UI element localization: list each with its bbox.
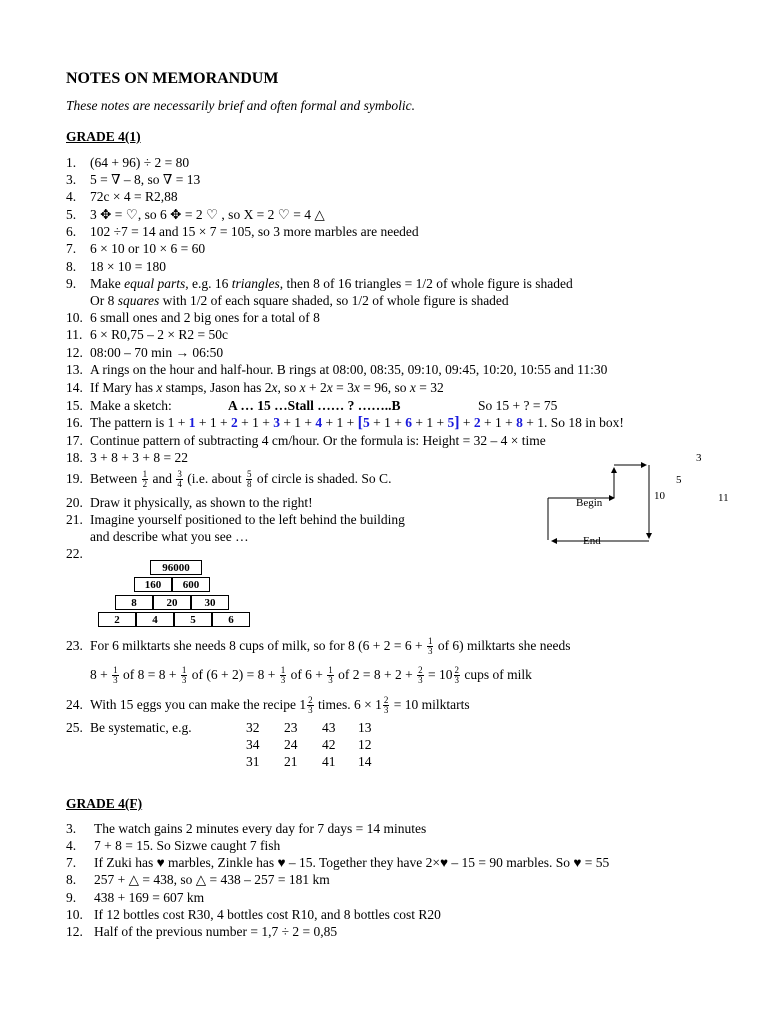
table-cell: 32 — [246, 720, 260, 735]
list-item: 24. With 15 eggs you can make the recipe 1 $\frac{2}{3}$ times. 6 × 1 $\frac{2}{3}$ = 10 milktarts — [66, 695, 470, 716]
page-subtitle: These notes are necessarily brief and often formal and symbolic. — [66, 98, 415, 113]
path-diagram — [506, 450, 729, 550]
pyramid-cell: 5 — [174, 612, 212, 627]
sketch-sequence: A … 15 …Stall …… ? ……..B — [228, 398, 401, 413]
list-item: 18. 3 + 8 + 3 + 8 = 22 — [66, 450, 188, 465]
table-cell: 23 — [284, 720, 298, 735]
table-cell: 21 — [284, 754, 298, 769]
list-item: 25. Be systematic, e.g. — [66, 720, 192, 735]
table-cell: 34 — [246, 737, 260, 752]
table-cell: 31 — [246, 754, 260, 769]
list-item: 4. 72c × 4 = R2,88 — [66, 189, 178, 204]
list-item-continuation: 8 + $\frac{1}{3}$ of 8 = 8 + $\frac{1}{3}$ of (6 + 2) = 8 + $\frac{1}{3}$ of 6 + $\frac{1}{3}$ of 2 = 8 + 2 + $\frac{2}{3}$ = 10 $\frac{2}{3}$ cups of milk — [90, 665, 532, 686]
list-item: 17. Continue pattern of subtracting 4 cm/hour. Or the formula is: Height = 32 – 4 × time — [66, 433, 546, 448]
table-cell: 43 — [322, 720, 336, 735]
list-item: 10. 6 small ones and 2 big ones for a total of 8 — [66, 310, 320, 325]
list-item: 19. Between $\frac{1}{2}$ and $\frac{3}{4}$ (i.e. about $\frac{5}{8}$ of circle is shaded. So C. — [66, 469, 392, 490]
pyramid-cell: 8 — [115, 595, 153, 610]
list-item: 11. 6 × R0,75 – 2 × R2 = 50c — [66, 327, 228, 342]
list-item-continuation: and describe what you see … — [90, 529, 249, 544]
label-10: 10 — [654, 490, 665, 502]
list-item: 7. If Zuki has ♥ marbles, Zinkle has ♥ – 15. Together they have 2×♥ – 15 = 90 marbles. So ♥ = 55 — [66, 855, 610, 870]
table-cell: 42 — [322, 737, 336, 752]
pyramid-cell: 30 — [191, 595, 229, 610]
list-item: 8. 18 × 10 = 180 — [66, 259, 166, 274]
pyramid-cell: 4 — [136, 612, 174, 627]
pyramid-cell: 20 — [153, 595, 191, 610]
list-item-continuation: Or 8 squares with 1/2 of each square shaded, so 1/2 of whole figure is shaded — [90, 293, 509, 308]
table-cell: 24 — [284, 737, 298, 752]
list-item: 1. (64 + 96) ÷ 2 = 80 — [66, 155, 190, 170]
label-3: 3 — [696, 452, 702, 464]
list-item: 12. 08:00 – 70 min → 06:50 — [66, 345, 224, 360]
list-item: 3. The watch gains 2 minutes every day for 7 days = 14 minutes — [66, 821, 427, 836]
list-item: 23. For 6 milktarts she needs 8 cups of milk, so for 8 (6 + 2 = 6 + $\frac{1}{3}$ of 6) milktarts she needs — [66, 636, 571, 657]
list-item: 15. Make a sketch: — [66, 398, 172, 413]
list-item: 6. 102 ÷7 = 14 and 15 × 7 = 105, so 3 more marbles are needed — [66, 224, 419, 239]
list-item: 16. The pattern is 1 + 1 + 1 + 2 + 1 + 3 + 1 + 4 + 1 + [5 + 1 + 6 + 1 + 5] + 2 + 1 + 8 + 1. So 18 in box! — [66, 414, 624, 431]
page-title: NOTES ON MEMORANDUM — [66, 70, 279, 87]
table-cell: 41 — [322, 754, 336, 769]
list-item: 22. — [66, 546, 83, 561]
end-label: End — [583, 535, 601, 547]
begin-label: Begin — [576, 497, 603, 509]
list-item: 13. A rings on the hour and half-hour. B rings at 08:00, 08:35, 09:10, 09:45, 10:20, 10:55 and 11:30 — [66, 362, 608, 377]
pyramid-cell: 96000 — [150, 560, 202, 575]
pyramid-cell: 160 — [134, 577, 172, 592]
pyramid-cell: 600 — [172, 577, 210, 592]
list-item: 7. 6 × 10 or 10 × 6 = 60 — [66, 241, 206, 256]
list-item: 4. 7 + 8 = 15. So Sizwe caught 7 fish — [66, 838, 281, 853]
list-item: 12. Half of the previous number = 1,7 ÷ 2 = 0,85 — [66, 924, 338, 939]
list-item: 20. Draw it physically, as shown to the right! — [66, 495, 313, 510]
pyramid-cell: 6 — [212, 612, 250, 627]
table-cell: 14 — [358, 754, 372, 769]
list-item: 3. 5 = ∇ – 8, so ∇ = 13 — [66, 172, 201, 187]
grade-4-f-heading: GRADE 4(F) — [66, 796, 143, 811]
list-item: 5. 3 ✥ = ♡, so 6 ✥ = 2 ♡ , so X = 2 ♡ = 4 △ — [66, 207, 325, 222]
sketch-conclusion: So 15 + ? = 75 — [478, 398, 558, 413]
grade-4-1-heading: GRADE 4(1) — [66, 129, 141, 144]
path-diagram-lines — [506, 450, 706, 550]
list-item: 14. If Mary has x stamps, Jason has 2x, so x + 2x = 3x = 96, so x = 32 — [66, 380, 444, 395]
table-cell: 13 — [358, 720, 372, 735]
label-5: 5 — [676, 474, 682, 486]
list-item: 8. 257 + △ = 438, so △ = 438 – 257 = 181 km — [66, 872, 330, 887]
list-item: 9. 438 + 169 = 607 km — [66, 890, 205, 905]
table-cell: 12 — [358, 737, 372, 752]
pyramid-cell: 2 — [98, 612, 136, 627]
list-item: 21. Imagine yourself positioned to the left behind the building — [66, 512, 405, 527]
list-item: 9. Make equal parts, e.g. 16 triangles, then 8 of 16 triangles = 1/2 of whole figure is shaded — [66, 276, 573, 291]
list-item: 10. If 12 bottles cost R30, 4 bottles cost R10, and 8 bottles cost R20 — [66, 907, 441, 922]
label-11: 11 — [718, 492, 729, 504]
